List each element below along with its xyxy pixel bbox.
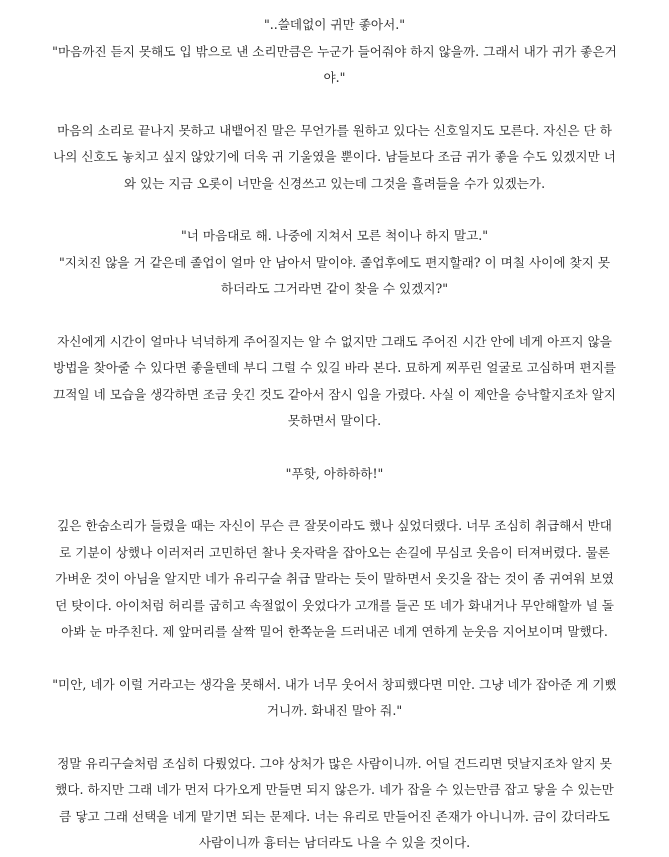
text-line: 마음의 소리로 끝나지 못하고 내뱉어진 말은 무언가를 원하고 있다는 신호일지도 모른다. 자신은 단 하 [57, 122, 612, 138]
dialogue-line [14, 250, 655, 303]
text-line: 야." [323, 70, 346, 85]
text-line: "지치진 않을 거 같은데 졸업이 얼마 안 남아서 말이야. 졸업후에도 편지할래? 이 며칠 사이에 찾지 못 [58, 254, 611, 270]
dialogue-line [14, 461, 655, 488]
narration-paragraph [14, 513, 655, 646]
text-line: 사람이니까 흉터는 남더라도 나을 수 있을 것이다. [198, 835, 471, 850]
paragraph-gap [14, 197, 655, 223]
text-line: 거니까. 화내진 말아 줘." [266, 703, 403, 718]
text-line: 큼 닿고 그래 선택을 네게 맡기면 되는 문제다. 너는 유리로 만들어진 존재가 아니니까. 금이 갔더라도 [59, 808, 610, 824]
narration-paragraph [14, 329, 655, 435]
text-line: "마음까진 듣지 못해도 입 밖으로 낸 소리만큼은 누군가 들어줘야 하지 않을까. 그래서 내가 귀가 좋은거 [52, 43, 617, 59]
text-line: 로 기분이 상했나 이러저러 고민하던 찰나 옷자락을 잡아오는 손길에 무심코 웃음이 터져버렸다. 물론 [59, 544, 610, 560]
narration-paragraph [14, 751, 655, 857]
dialogue-line [14, 12, 655, 39]
text-line: "푸핫, 아하하하!" [285, 465, 384, 481]
paragraph-gap [14, 435, 655, 461]
text-line: 하더라도 그거라면 같이 찾을 수 있겠지?" [220, 281, 449, 296]
text-line: 가벼운 것이 아님을 알지만 네가 유리구슬 취급 말라는 듯이 말하면서 옷깃을 잡는 것이 좀 귀여워 보였 [55, 571, 614, 586]
dialogue-line [14, 672, 655, 725]
text-line: "미안, 네가 이럴 거라고는 생각을 못해서. 내가 너무 웃어서 창피했다면 미안. 그냥 네가 잡아준 게 기뻤 [52, 676, 617, 692]
text-line: 나의 신호도 놓치고 싶지 않았기에 더욱 귀 기울였을 뿐이다. 남들보다 조금 귀가 좋을 수도 있겠지만 너 [53, 149, 616, 164]
dialogue-line [14, 39, 655, 92]
dialogue-line [14, 223, 655, 250]
text-line: 깊은 한숨소리가 들렸을 때는 자신이 무슨 큰 잘못이라도 했나 싶었더랬다. 너무 조심히 취급해서 반대 [57, 518, 612, 533]
paragraph-gap [14, 725, 655, 751]
text-line: 방법을 찾아줄 수 있다면 좋을텐데 부디 그럴 수 있길 바라 본다. 묘하게 찌푸린 얼굴로 고심하며 편지를 [53, 360, 616, 375]
text-line: 와 있는 지금 오롯이 너만을 신경쓰고 있는데 그것을 흘려들을 수가 있겠는가. [123, 175, 546, 191]
text-line: "..쓸데없이 귀만 좋아서." [263, 17, 406, 32]
paragraph-gap [14, 646, 655, 672]
text-line: 자신에게 시간이 얼마나 넉넉하게 주어질지는 알 수 없지만 그래도 주어진 시간 안에 네게 아프지 않을 [57, 333, 612, 349]
text-line: "너 마음대로 해. 나중에 지쳐서 모른 척이나 하지 말고." [180, 228, 489, 243]
paragraph-gap [14, 303, 655, 329]
paragraph-gap [14, 487, 655, 513]
text-line: 아봐 눈 마주친다. 제 앞머리를 살짝 밀어 한쪽눈을 드러내곤 네게 연하게 눈웃음 지어보이며 말했다. [61, 624, 608, 639]
paragraph-gap [14, 92, 655, 118]
text-line: 던 탓이다. 아이처럼 허리를 굽히고 속절없이 웃었다가 고개를 들곤 또 네가 화내거나 무안해할까 널 돌 [55, 597, 614, 613]
text-line: 정말 유리구슬처럼 조심히 다뤘었다. 그야 상처가 많은 사람이니까. 어딜 건드리면 덧날지조차 알지 못 [57, 755, 612, 771]
text-line: 했다. 하지만 그래 네가 먼저 다가오게 만들면 되지 않은가. 네가 잡을 수 있는만큼 잡고 닿을 수 있는만 [55, 782, 614, 797]
text-line: 못하면서 말이다. [287, 413, 382, 428]
narration-paragraph [14, 118, 655, 198]
text-line: 끄적일 네 모습을 생각하면 조금 웃긴 것도 같아서 잠시 입을 가렸다. 사실 이 제안을 승낙할지조차 알지 [53, 386, 616, 402]
